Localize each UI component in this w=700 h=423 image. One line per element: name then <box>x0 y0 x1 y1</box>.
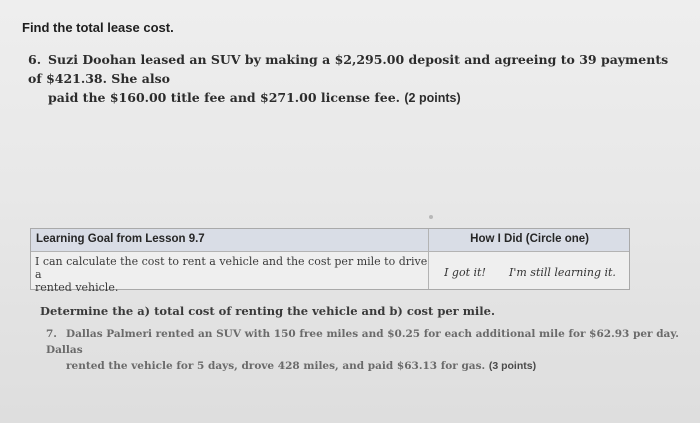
problem-6 <box>28 50 678 108</box>
learning-goal-text-line1: I can calculate the cost to rent a vehicle and the cost per mile to drive a <box>35 255 428 281</box>
problem-7-text-2: rented the vehicle for 5 days, drove 428 miles, and paid $63.13 for gas. <box>66 360 486 372</box>
problem-7-points: (3 points) <box>488 360 537 372</box>
problem-6-number: 6. <box>28 52 42 67</box>
learning-goal-body-row <box>31 252 629 294</box>
problem-7 <box>46 326 686 374</box>
problem-7-number: 7. <box>46 328 57 340</box>
option-got-it[interactable]: I got it! <box>444 266 486 279</box>
learning-goal-header-row <box>31 229 629 252</box>
determine-instruction: Determine the a) total cost of renting the vehicle and b) cost per mile. <box>40 304 495 318</box>
section-heading: Find the total lease cost. <box>22 20 174 35</box>
problem-6-text-1: Suzi Doohan leased an SUV by making a $2,295.00 deposit and agreeing to 39 payments of $421.38. She also <box>28 52 669 86</box>
learning-goal-table <box>30 228 630 294</box>
problem-7-line2 <box>46 358 686 374</box>
problem-7-text-1: Dallas Palmeri rented an SUV with 150 free miles and $0.25 for each additional mile for $62.93 per day. Dallas <box>46 328 679 356</box>
how-i-did-header: How I Did (Circle one) <box>470 233 589 245</box>
problem-6-line1 <box>28 50 678 88</box>
problem-6-text-2: paid the $160.00 title fee and $271.00 license fee. <box>48 90 401 105</box>
problem-7-line1 <box>46 326 686 358</box>
stray-mark <box>429 215 433 219</box>
option-still-learning[interactable]: I'm still learning it. <box>509 266 616 279</box>
problem-6-points: (2 points) <box>404 91 461 105</box>
learning-goal-header: Learning Goal from Lesson 9.7 <box>31 229 429 251</box>
learning-goal-text <box>31 252 429 294</box>
learning-goal-text-line2: rented vehicle. <box>35 281 119 294</box>
problem-6-line2 <box>28 88 678 108</box>
